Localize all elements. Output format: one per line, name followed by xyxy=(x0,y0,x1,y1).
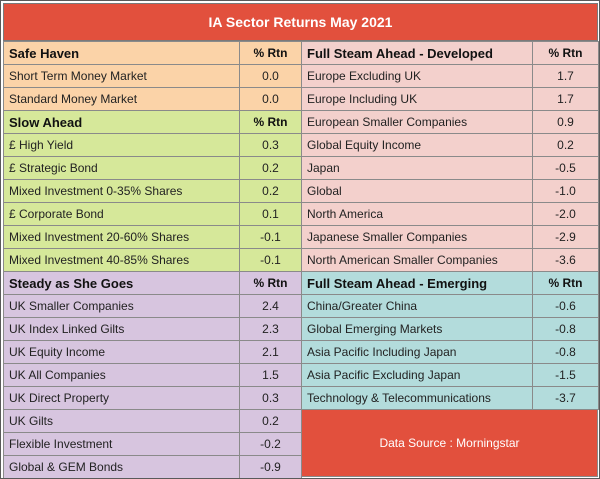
group-heading: Full Steam Ahead - Emerging xyxy=(302,272,533,295)
group-header-slow-ahead xyxy=(4,111,302,134)
return-column-header: % Rtn xyxy=(240,111,302,134)
sector-name: North America xyxy=(302,203,533,226)
right-column-table xyxy=(301,41,599,410)
table-row xyxy=(4,433,302,456)
sector-name: £ Strategic Bond xyxy=(4,157,240,180)
sector-name: UK Equity Income xyxy=(4,341,240,364)
sector-return: -3.7 xyxy=(533,387,599,410)
sector-name: Mixed Investment 0-35% Shares xyxy=(4,180,240,203)
table-row xyxy=(302,88,599,111)
table-row xyxy=(4,249,302,272)
table-row xyxy=(302,364,599,387)
table-row xyxy=(4,226,302,249)
table-row xyxy=(302,387,599,410)
sector-return: 1.5 xyxy=(240,364,302,387)
table-row xyxy=(4,157,302,180)
table-row xyxy=(302,203,599,226)
table-row xyxy=(4,341,302,364)
sector-return: 0.2 xyxy=(533,134,599,157)
sector-name: Global xyxy=(302,180,533,203)
sector-name: UK All Companies xyxy=(4,364,240,387)
sector-return: -2.0 xyxy=(533,203,599,226)
sector-name: UK Index Linked Gilts xyxy=(4,318,240,341)
sector-name: Europe Including UK xyxy=(302,88,533,111)
sector-name: European Smaller Companies xyxy=(302,111,533,134)
sector-return: -0.6 xyxy=(533,295,599,318)
sector-return: 1.7 xyxy=(533,65,599,88)
return-column-header: % Rtn xyxy=(533,272,599,295)
group-header-emerging xyxy=(302,272,599,295)
sector-return: -0.2 xyxy=(240,433,302,456)
sector-name: Short Term Money Market xyxy=(4,65,240,88)
return-column-header: % Rtn xyxy=(240,42,302,65)
table-title: IA Sector Returns May 2021 xyxy=(3,3,598,41)
table-row xyxy=(4,65,302,88)
group-heading: Safe Haven xyxy=(4,42,240,65)
sector-name: UK Gilts xyxy=(4,410,240,433)
table-row xyxy=(302,134,599,157)
table-row xyxy=(4,295,302,318)
sector-return: 0.0 xyxy=(240,65,302,88)
group-header-developed xyxy=(302,42,599,65)
table-row xyxy=(4,318,302,341)
sector-return: 2.1 xyxy=(240,341,302,364)
sector-name: China/Greater China xyxy=(302,295,533,318)
group-header-steady xyxy=(4,272,302,295)
data-source-note: Data Source : Morningstar xyxy=(301,409,598,477)
sector-return: -0.5 xyxy=(533,157,599,180)
table-row xyxy=(4,134,302,157)
table-row xyxy=(4,364,302,387)
sector-return: 0.2 xyxy=(240,157,302,180)
table-row xyxy=(4,88,302,111)
sector-name: Japanese Smaller Companies xyxy=(302,226,533,249)
sector-name: UK Direct Property xyxy=(4,387,240,410)
sector-return: 0.2 xyxy=(240,410,302,433)
sector-name: Global & GEM Bonds xyxy=(4,456,240,479)
group-heading: Steady as She Goes xyxy=(4,272,240,295)
table-row xyxy=(302,295,599,318)
sector-return: -0.9 xyxy=(240,456,302,479)
sector-return: 0.0 xyxy=(240,88,302,111)
table-row xyxy=(302,249,599,272)
sector-return: 0.2 xyxy=(240,180,302,203)
group-heading: Slow Ahead xyxy=(4,111,240,134)
sector-return: 2.3 xyxy=(240,318,302,341)
sector-name: UK Smaller Companies xyxy=(4,295,240,318)
table-row xyxy=(4,456,302,479)
table-row xyxy=(302,341,599,364)
table-row xyxy=(302,318,599,341)
sector-name: Japan xyxy=(302,157,533,180)
table-row xyxy=(302,157,599,180)
table-row xyxy=(4,180,302,203)
sector-name: Asia Pacific Including Japan xyxy=(302,341,533,364)
sector-name: Mixed Investment 20-60% Shares xyxy=(4,226,240,249)
sector-return: -2.9 xyxy=(533,226,599,249)
group-header-safe-haven xyxy=(4,42,302,65)
sector-return: -3.6 xyxy=(533,249,599,272)
table-row xyxy=(302,226,599,249)
table-row xyxy=(4,387,302,410)
sector-return: 0.3 xyxy=(240,387,302,410)
table-row xyxy=(4,203,302,226)
sector-name: Asia Pacific Excluding Japan xyxy=(302,364,533,387)
sector-return: 0.9 xyxy=(533,111,599,134)
table-row xyxy=(302,111,599,134)
return-column-header: % Rtn xyxy=(240,272,302,295)
sector-name: Europe Excluding UK xyxy=(302,65,533,88)
sector-name: Standard Money Market xyxy=(4,88,240,111)
sector-return: 0.3 xyxy=(240,134,302,157)
sector-return: -0.8 xyxy=(533,341,599,364)
table-row xyxy=(302,180,599,203)
table-row xyxy=(4,410,302,433)
return-column-header: % Rtn xyxy=(533,42,599,65)
sector-name: Global Equity Income xyxy=(302,134,533,157)
group-heading: Full Steam Ahead - Developed xyxy=(302,42,533,65)
sector-name: £ Corporate Bond xyxy=(4,203,240,226)
sector-return: -0.1 xyxy=(240,249,302,272)
sector-name: Mixed Investment 40-85% Shares xyxy=(4,249,240,272)
left-column-table xyxy=(3,41,302,479)
sector-return: 0.1 xyxy=(240,203,302,226)
sector-return: -0.1 xyxy=(240,226,302,249)
sector-return: -1.5 xyxy=(533,364,599,387)
sector-name: Technology & Telecommunications xyxy=(302,387,533,410)
sector-return: 1.7 xyxy=(533,88,599,111)
table-row xyxy=(302,65,599,88)
sector-name: North American Smaller Companies xyxy=(302,249,533,272)
sector-name: Global Emerging Markets xyxy=(302,318,533,341)
sector-return: 2.4 xyxy=(240,295,302,318)
sector-name: Flexible Investment xyxy=(4,433,240,456)
sector-return: -1.0 xyxy=(533,180,599,203)
sector-name: £ High Yield xyxy=(4,134,240,157)
sector-return: -0.8 xyxy=(533,318,599,341)
